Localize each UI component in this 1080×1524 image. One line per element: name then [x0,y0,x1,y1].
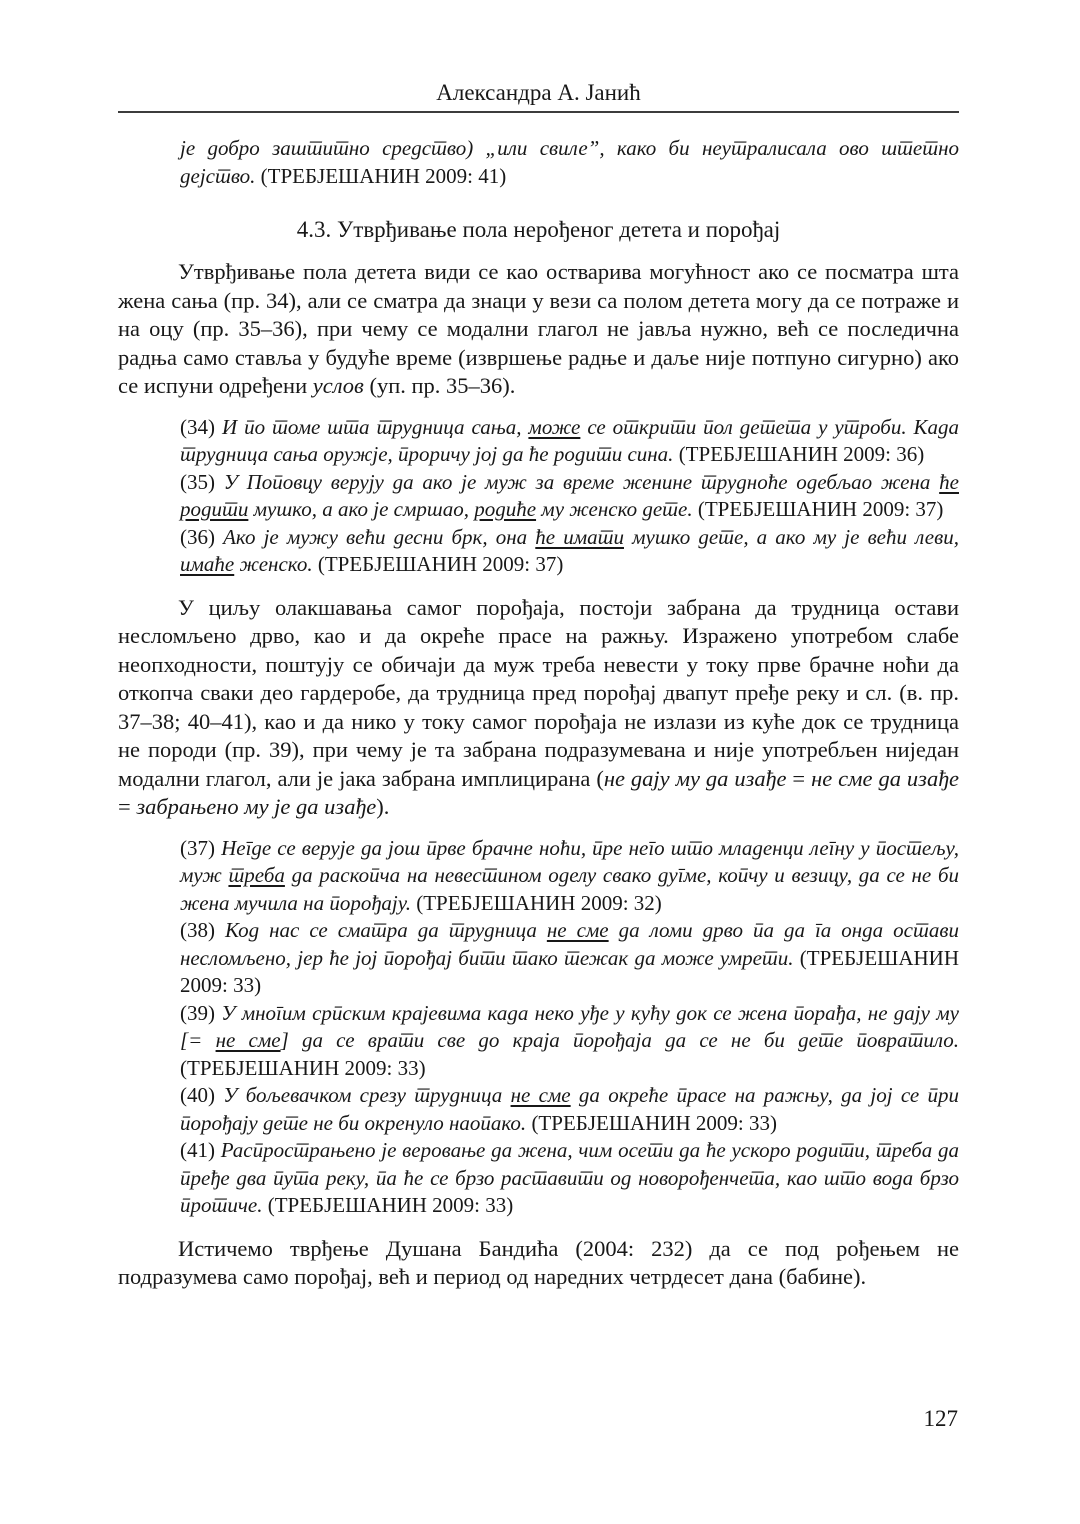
text-run: Утврђивање пола детета види се као остварива могућност ако се посматра шта жена сања (пр. 34), али се сматра да знаци у вези са полом детета могу да се потраже и на оцу (пр. 35–36), при чему се модални глагол не јавља нужно, већ се последична радња само ставља у будуће време (извршење радње и даље није потпуно сигурно) ако се испуни одређени [118,259,959,398]
example-item [180,917,959,1000]
text-run: (ТРЕБЈЕШАНИН 2009: 41) [255,164,507,188]
example-item [180,524,959,579]
text-run: У циљу олакшавања самог порођаја, постоји забрана да трудница остави несломљено дрво, као и да окреће прасе на ражњу. Изражено употребом слабе неопходности, поштују се обичаји да муж треба невести у току прве брачне ноћи да откопча сваки део гардеробе, да трудница пред порођај двапут пређе реку и сл. (в. пр. 37–38; 40–41), као и да нико у току самог порођаја не излази из куће док се трудница не породи (пр. 39), при чему је та забрана подразумевана и није употребљен ниједан модални глагол, али је јака забрана имплицирана ( [118,594,959,791]
text-run: (35) [180,469,224,494]
paragraph [118,258,959,401]
text-run: мушко, а ако је смршао, [248,497,475,521]
text-run: (38) [180,918,225,942]
text-run: (40) [180,1083,224,1107]
text-run: родиће [474,497,537,521]
text-run: ће имати [535,524,624,549]
text-run: ). [376,794,390,819]
text-blocks [118,134,959,1292]
example-item [180,469,959,524]
text-run: се открити пол детета у утроби. Када трудница сања оружје, проричу јој да ће родити сина. [180,414,959,466]
paragraph [118,594,959,822]
quote-continuation [180,134,959,190]
text-run: ] да се врати све до краја порођаја да се не би дете повратило. [280,1028,959,1052]
text-run: женско. [234,552,313,576]
text-run: Код нас се сматра да трудница [224,918,547,942]
page-number: 127 [923,1406,958,1431]
text-run: не сме да изађе [811,765,959,791]
text-run: да ломи дрво па да га онда остави несломљено, јер ће јој порођај бити тако тежак да може умрети. [180,918,959,970]
text-run: (ТРЕБЈЕШАНИН 2009: 33) [526,1110,777,1135]
text-run: (37) [180,835,222,860]
text-run: (ТРЕБЈЕШАНИН 2009: 37) [312,552,564,576]
example-item [180,1137,959,1220]
text-run: забрањено му је да изађе [136,794,377,819]
section-heading: 4.3. Утврђивање пола нерођеног детета и порођај [296,217,781,242]
text-run: (уп. пр. 35–36). [363,373,516,398]
text-run: (36) [180,524,224,549]
text-run: (ТРЕБЈЕШАНИН 2009: 33) [262,1193,514,1217]
text-run: (ТРЕБЈЕШАНИН 2009: 33) [180,945,959,997]
text-run: не сме [510,1083,571,1107]
text-run: Негде се верује да још прве брачне ноћи, пре него што младенци легну у постељу, муж [180,835,959,887]
text-run: У Поповцу верују да ако је муж за време женине трудноће одебљао жена [223,469,940,494]
example-item [180,414,959,469]
text-run: (ТРЕБЈЕШАНИН 2009: 36) [673,442,925,466]
running-header-author: Александра А. Јанић [436,80,641,105]
text-run: И по томе шта трудница сања, [221,414,529,439]
text-run: имаће [180,552,235,576]
text-run: (ТРЕБЈЕШАНИН 2009: 33) [180,1055,426,1080]
text-run: Ако је мужу већи десни брк, она [223,524,536,549]
text-run: (39) [180,1000,222,1025]
text-run: да окреће прасе на ражњу, да јој се при порођају дете не би окренуло наопако. [180,1083,959,1135]
page-footer [924,1406,959,1432]
example-item [180,835,959,918]
text-run: може [528,414,581,439]
text-run: = [786,765,812,791]
text-run: је добро заштитно средство) „или свиле”, како би неутралисала ово штетно дејство. [180,136,959,188]
text-run: не дају му да изађе [603,765,787,791]
text-run: = [118,794,137,819]
text-run: Истичемо тврђење Душана Бандића (2004: 232) да се под рођењем не подразумева само порођај, већ и период од наредних четрдесет дана (бабине). [118,1235,959,1289]
text-run: У бољевачком срезу трудница [223,1083,511,1107]
text-run: мушко дете, а ако му је већи леви, [623,524,959,549]
text-run: ће родити [180,469,959,521]
text-run: (34) [180,414,222,439]
header-rule [118,111,959,113]
example-item [180,1000,959,1083]
example-group [180,835,959,1220]
text-run: услов [312,373,364,398]
text-run: треба [228,863,285,887]
text-run: не сме [215,1028,281,1052]
example-group [180,414,959,579]
paragraph [118,1235,959,1292]
example-item [180,1082,959,1137]
text-run: му женско дете. [536,497,693,521]
text-run: У многим српским крајевима када неко уђе у кућу док се жена порађа, не дају му [= [180,1000,959,1052]
text-run: (ТРЕБЈЕШАНИН 2009: 37) [692,497,944,521]
text-run: (ТРЕБЈЕШАНИН 2009: 32) [410,890,662,915]
text-run: да раскопча на невестином оделу свако дугме, копчу и везицу, да се не би жена мучила на порођају. [180,863,960,915]
text-run: не сме [546,918,609,942]
text-run: Распрострањено је веровање да жена, чим осети да ће ускоро родити, треба да пређе два пута реку, па ће се брзо раставити од новорођенчета, као што вода брзо протиче. [180,1138,959,1217]
page-content [118,0,959,1292]
text-run: (41) [180,1138,221,1162]
